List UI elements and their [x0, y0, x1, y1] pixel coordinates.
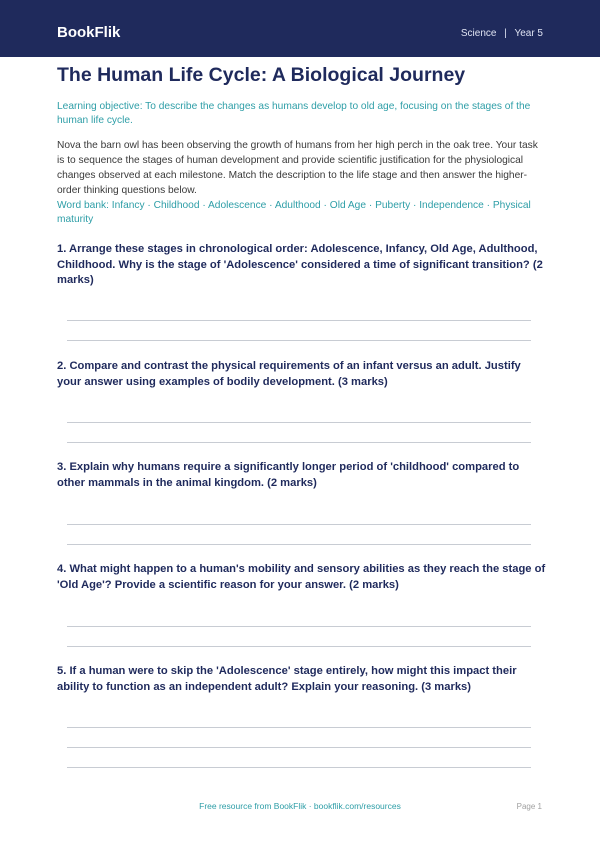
answer-line[interactable] — [67, 767, 531, 768]
answer-line[interactable] — [67, 544, 531, 545]
page-header — [0, 0, 600, 57]
question-1: 1. Arrange these stages in chronological order: Adolescence, Infancy, Old Age, Adulthood, Childhood. Why is the stage of 'Adolescence' considered a time of significant transition? (2 marks) — [57, 243, 543, 286]
answer-line[interactable] — [67, 442, 531, 443]
footer-link[interactable]: Free resource from BookFlik · bookflik.com/resources — [199, 801, 401, 811]
brand-logo: BookFlik — [57, 24, 121, 41]
question-3: 3. Explain why humans require a significantly longer period of 'childhood' compared to other mammals in the animal kingdom. (2 marks) — [57, 461, 520, 489]
answer-line[interactable] — [67, 646, 531, 647]
page-number: Page 1 — [516, 802, 542, 811]
word-bank: Word bank: Infancy · Childhood · Adolescence · Adulthood · Old Age · Puberty · Independence · Physical maturity — [57, 200, 531, 225]
intro-paragraph: Nova the barn owl has been observing the growth of humans from her high perch in the oak tree. Your task is to sequence the stages of human development and provide scientific justification for the physiological changes observed at each milestone. Match the description to the life stage and then answer the higher-order thinking questions below. — [57, 140, 538, 196]
question-2: 2. Compare and contrast the physical requirements of an infant versus an adult. Justify your answer using examples of bodily development. (3 marks) — [57, 360, 521, 388]
year-label: Year 5 — [514, 28, 543, 39]
question-5: 5. If a human were to skip the 'Adolescence' stage entirely, how might this impact their ability to function as an independent adult? Explain your reasoning. (3 marks) — [57, 665, 517, 693]
answer-line[interactable] — [67, 320, 531, 321]
learning-objective: Learning objective: To describe the changes as humans develop to old age, focusing on the stages of the human life cycle. — [57, 101, 531, 126]
worksheet-title: The Human Life Cycle: A Biological Journey — [57, 64, 466, 86]
meta-separator: | — [504, 28, 507, 39]
subject-year-label — [461, 28, 543, 39]
answer-line[interactable] — [67, 422, 531, 423]
answer-line[interactable] — [67, 727, 531, 728]
question-4: 4. What might happen to a human's mobility and sensory abilities as they reach the stage of 'Old Age'? Provide a scientific reason for your answer. (2 marks) — [57, 563, 546, 591]
answer-line[interactable] — [67, 524, 531, 525]
subject-label: Science — [460, 28, 497, 39]
answer-line[interactable] — [67, 340, 531, 341]
answer-line[interactable] — [67, 626, 531, 627]
answer-line[interactable] — [67, 747, 531, 748]
